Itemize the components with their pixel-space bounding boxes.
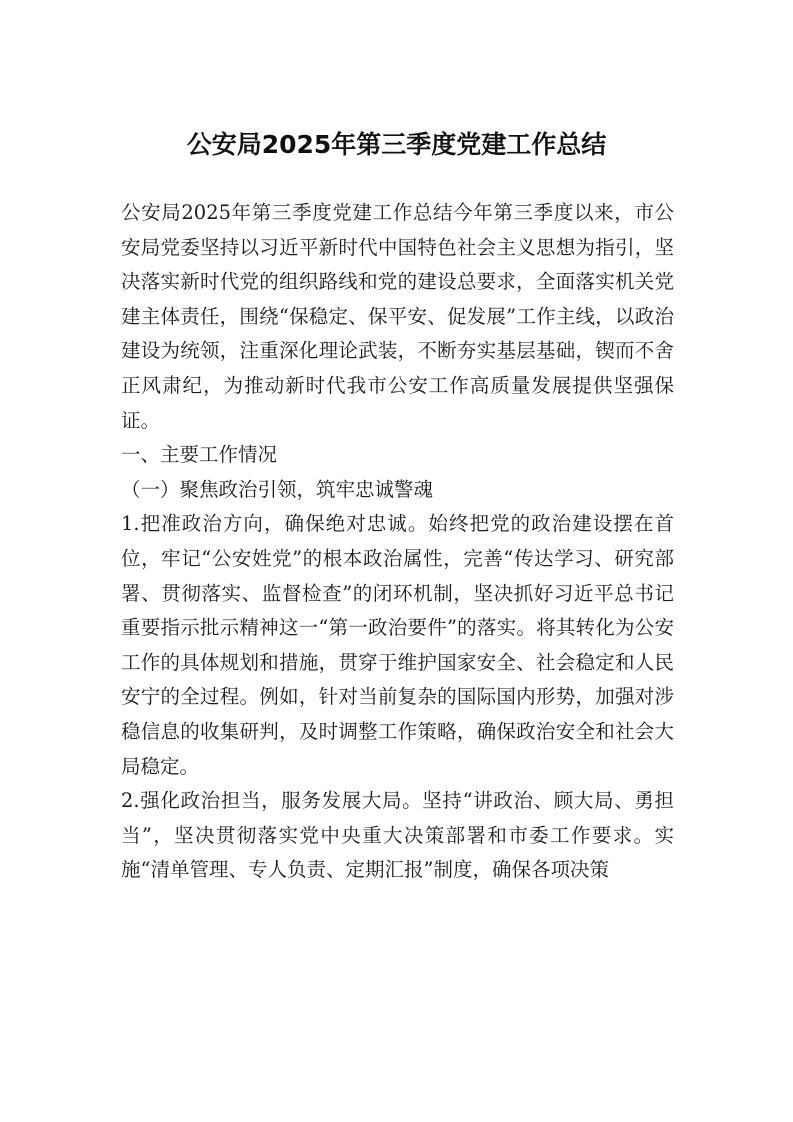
document-title: 公安局2025年第三季度党建工作总结 bbox=[186, 130, 607, 159]
intro-paragraph: 公安局2025年第三季度党建工作总结今年第三季度以来，市公安局党委坚持以习近平新时代中国特色社会主义思想为指引，坚决落实新时代党的组织路线和党的建设总要求，全面落实机关党建主体责任，围绕“保稳定、保平安、促发展”工作主线，以政治建设为统领，注重深化理论武装，不断夯实基层基础，锲而不舍正风肃纪，为推动新时代我市公安工作高质量发展提供坚强保证。 bbox=[121, 201, 674, 432]
section-heading-main-work: 一、主要工作情况 bbox=[121, 443, 278, 467]
item-paragraph-1: 1.把准政治方向，确保绝对忠诚。始终把党的政治建设摆在首位，牢记“公安姓党”的根本政治属性，完善“传达学习、研究部署、贯彻落实、监督检查”的闭环机制，坚决抓好习近平总书记重要指示批示精神这一“第一政治要件”的落实。将其转化为公安工作的具体规划和措施，贯穿于维护国家安全、社会稳定和人民安宁的全过程。例如，针对当前复杂的国际国内形势，加强对涉稳信息的收集研判，及时调整工作策略，确保政治安全和社会大局稳定。 bbox=[121, 512, 674, 778]
document-body bbox=[121, 196, 674, 888]
item-paragraph-2: 2.强化政治担当，服务发展大局。坚持“讲政治、顾大局、勇担当”，坚决贯彻落实党中央重大决策部署和市委工作要求。实施“清单管理、专人负责、定期汇报”制度，确保各项决策 bbox=[121, 789, 674, 882]
subsection-heading-political-leadership: （一）聚焦政治引领，筑牢忠诚警魂 bbox=[121, 477, 434, 501]
